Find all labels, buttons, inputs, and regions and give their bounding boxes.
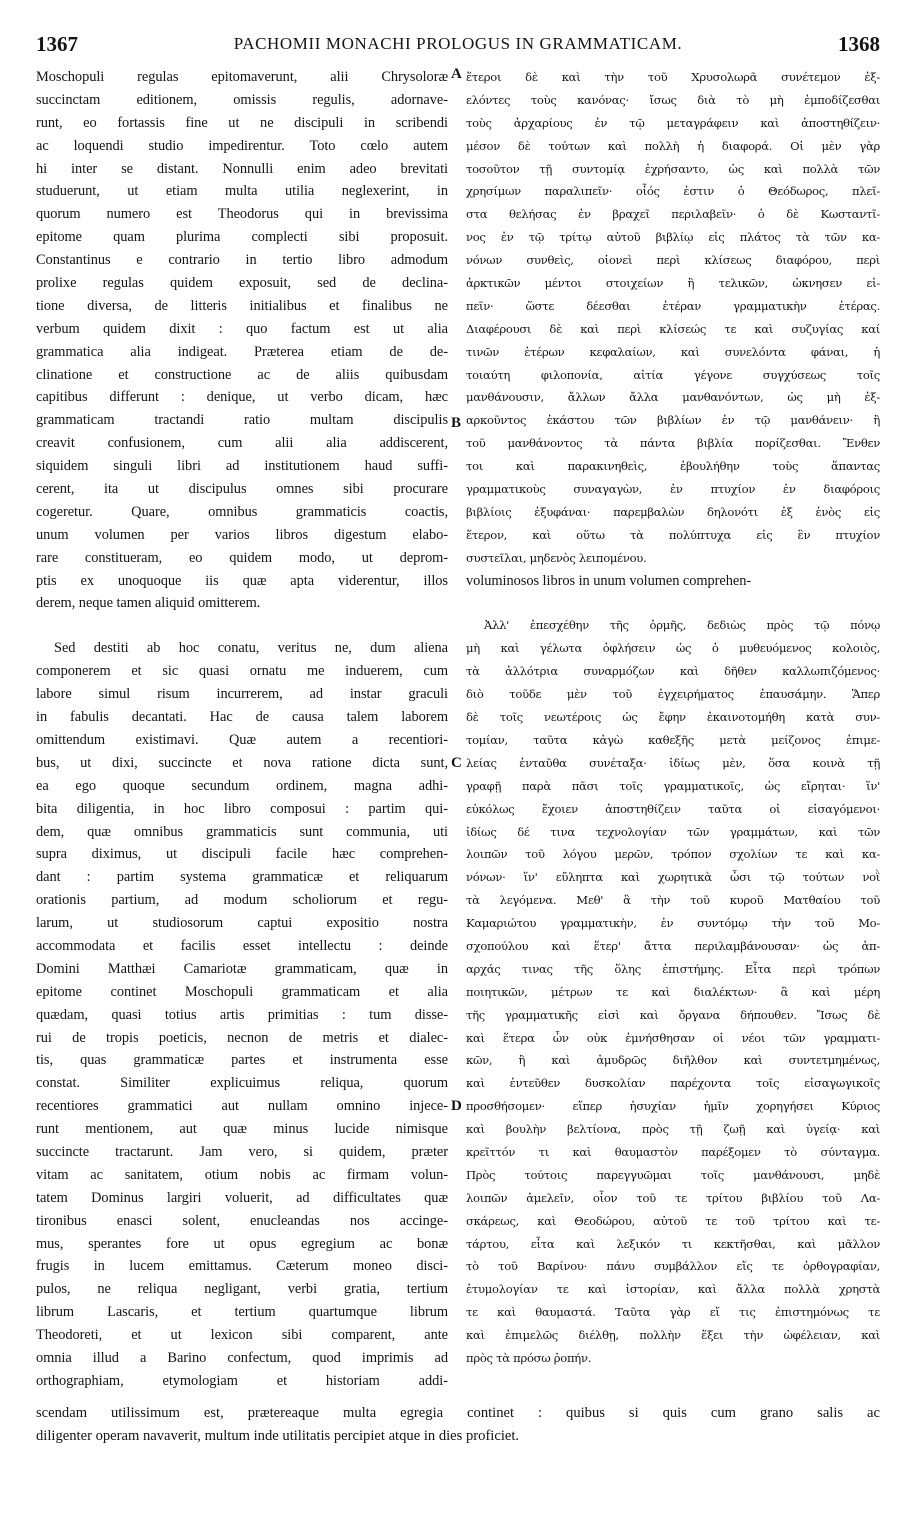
text-line: labore simul risum incurrerem, ad instar graculi xyxy=(36,686,448,703)
paragraph-gap xyxy=(36,615,448,637)
text-line: προσθήσομεν· εἴπερ ἡσυχίαν ἡμῖν χορηγήσει Κύριος xyxy=(466,1099,880,1114)
text-line: γραφῇ παρὰ πᾶσι τοῖς γραμματικοῖς, ὡς εἴρηται· ἵν' xyxy=(466,778,880,793)
text-line: ac loquendi studio impedirentur. Toto cœlo autem xyxy=(36,137,448,154)
text-line: κῶν, ἢ καὶ ἀμυδρῶς διῆλθον καὶ συντετμημένως, xyxy=(466,1053,880,1068)
text-line: τομίαν, ταῦτα κἀγὼ καθεξῆς μετὰ μείζονος ἐπιμε- xyxy=(466,732,880,747)
text-line: tironibus enasci solent, enucleandas nos accinge- xyxy=(36,1212,448,1229)
text-line: αρκοῦντος ἑκάστου τῶν βιβλίων ἐν τῷ μανθάνειν· ἢ xyxy=(466,413,880,428)
text-line: τὸ τοῦ Βαρίνου· πάνυ συμβάλλον εἴς τε ὀρθογραφίαν, xyxy=(466,1259,880,1274)
text-line: constat. Similiter explicuimus reliqua, quorum xyxy=(36,1075,448,1092)
greek-column xyxy=(466,66,880,1370)
text-line: πρὸς τὰ πρόσω ῥοπήν. xyxy=(466,1350,592,1365)
text-line: Πρὸς τούτοις παρεγγυῶμαι τοῖς μανθάνουσι, μηδὲ xyxy=(466,1167,880,1182)
text-line: ἰδίως δέ τινα τεχνολογίαν τῶν γραμμάτων, καὶ τῶν xyxy=(466,824,880,839)
text-line: accommodata et facilis esset intellectu : deinde xyxy=(36,937,448,954)
text-line: tis, quas grammaticæ partes et instrumenta esse xyxy=(36,1052,448,1069)
margin-letter-b: B xyxy=(451,415,462,431)
text-line: quorum numero est Theodorus qui in brevissima xyxy=(36,206,448,223)
text-line: scendam utilissimum est, prætereaque multa egregia continet : quibus si quis cum grano salis ac xyxy=(36,1405,880,1421)
full-width-line-2 xyxy=(36,1425,880,1448)
text-line: orationis partium, ad modum scholiorum et regu- xyxy=(36,892,448,909)
text-line: ἕτεροι δὲ καὶ τὴν τοῦ Χρυσολωρᾶ συνέτεμον ἐξ- xyxy=(466,70,880,84)
text-line: verbum quidem dixit : quo factum est ut alia xyxy=(36,320,448,337)
text-line: recentiores grammatici aut nullam omnino injece- xyxy=(36,1098,448,1115)
text-line: τὰ ἀλλότρια συναρμόζων καὶ δῆθεν καλλωπιζόμενος· xyxy=(466,664,880,679)
greek-paragraph-2 xyxy=(466,614,880,1369)
text-line: λοιπῶν ἀμελεῖν, οἷον τοῦ τε τρίτου βιβλίου τοῦ Λα- xyxy=(466,1190,880,1205)
text-line: pulos, ne reliqua negligant, verbi gratia, tertium xyxy=(36,1281,448,1298)
text-line: Καμαριώτου γραμματικὴν, ἐν συντόμῳ τὴν τοῦ Μο- xyxy=(466,916,880,931)
text-line: omnia illud a Barino confectum, quod imprimis ad xyxy=(36,1349,448,1366)
text-line: diligenter operam navaverit, multum inde utilitatis percipiet atque in dies proficiet. xyxy=(36,1428,520,1444)
text-line: Moschopuli regulas epitomaverunt, alii Chrysoloræ xyxy=(36,69,448,85)
text-line: διὸ τοῦδε μὲν τοῦ ἐγχειρήματος ἐπαυσάμην. Ἅπερ xyxy=(466,687,880,702)
text-line: larum, ut studiosorum captui expositio nostra xyxy=(36,915,448,932)
text-line: Theodoreti, et ut lexicon sibi comparent, ante xyxy=(36,1327,448,1344)
text-line: πεῖν· ὥστε δέεσθαι ἑτέραν γραμματικὴν ἑτέρας. xyxy=(466,298,880,313)
text-line: λείας ἐνταῦθα συνέταξα· ἰδίως μὲν, ὅσα κοινὰ τῇ xyxy=(466,755,880,770)
text-line: εὐκόλως ἔχοιεν ἀποστηθίζειν ταῦτα οἱ εἰσαγόμενοι· xyxy=(466,801,880,816)
margin-letter-c: C xyxy=(451,755,462,771)
text-line: omittendum existimavi. Quæ autem a recentiori- xyxy=(36,731,448,748)
text-line: bus, ut dixi, succincte et nova ratione dicta sunt, xyxy=(36,754,448,771)
text-line: Διαφέρουσι δὲ καὶ περὶ κλίσεώς τε καὶ συζυγίας καί xyxy=(466,321,880,336)
page-header xyxy=(36,32,880,58)
text-line: τοσοῦτον τῇ συντομίᾳ ἐχρήσαντο, ὡς καὶ πολλὰ τῶν xyxy=(466,161,880,176)
margin-letter-a: A xyxy=(451,66,462,82)
text-line: runt mentionem, aut quæ minus lucide nimisque xyxy=(36,1121,448,1138)
text-line: studuerunt, ut etiam multa utilia neglexerint, in xyxy=(36,183,448,200)
paragraph-gap xyxy=(466,592,880,614)
text-line: tatem Dominus largiri voluerit, ad difficultates quæ xyxy=(36,1189,448,1206)
text-line: mus, sperantes fore ut opus egregium ac bonæ xyxy=(36,1235,448,1252)
margin-letter-d: D xyxy=(451,1098,462,1114)
running-head: PACHOMII MONACHI PROLOGUS IN GRAMMATICAM. xyxy=(233,34,683,53)
text-line: βιβλίοις ἐξυφάναι· παρεμβαλὼν δηλονότι ἐξ ἑνὸς εἰς xyxy=(466,504,880,519)
text-line: ελόντες τοὺς κανόνας· ἴσως διὰ τὸ μὴ ἐμποδίζεσθαι xyxy=(466,92,880,107)
text-line: ἐτυμολογίαν τε καὶ ἱστορίαν, καὶ ἄλλα πολλὰ χρηστὰ xyxy=(466,1282,880,1297)
text-line: Constantinus e contrario in tertio libro admodum xyxy=(36,252,448,269)
text-line: ea ego quoque secundum ordinem, magna adhi- xyxy=(36,777,448,794)
latin-column xyxy=(36,66,448,1393)
text-line: ἕτερον, καὶ οὕτω τὰ πολύπτυχα εἰς ἓν πτυχίον xyxy=(466,527,880,542)
text-line: νος ἐν τῷ τρίτῳ αὐτοῦ βιβλίῳ εἰς πλάτος τὰ τῶν κα- xyxy=(466,230,880,245)
text-line: runt, eo fortassis fine ut ne discipuli in scribendi xyxy=(36,114,448,131)
text-line: καὶ ἐντεῦθεν δυσκολίαν παρέχοντα τοῖς εἰσαγωγικοῖς xyxy=(466,1076,880,1091)
text-line: succincte tractarunt. Jam vero, si quidem, præter xyxy=(36,1143,448,1160)
text-line: in fabulis decantati. Hac de causa talem laborem xyxy=(36,709,448,726)
text-line: succinctam editionem, omissis regulis, adornave- xyxy=(36,91,448,108)
full-width-line-1 xyxy=(36,1402,880,1425)
latin-continuation-line: voluminosos libros in unum volumen comprehen- xyxy=(466,572,752,589)
text-line: bita diligentia, in hoc libro composui : partim qui- xyxy=(36,800,448,817)
text-line: ποιητικῶν, μέτρων τε καὶ διαλέκτων· ἃ καὶ μέρη xyxy=(466,984,880,999)
text-line: τάρτου, εἶτα καὶ λεξικόν τι κεκτῆσθαι, καὶ μᾶλλον xyxy=(466,1236,880,1251)
text-line: creavit confusionem, cum alii alia addiscerent, xyxy=(36,435,448,452)
text-line: νόνων· ἵν' εὔληπτα καὶ χωρητικὰ ὦσι τῷ τούτων νοῒ xyxy=(466,870,880,885)
text-line: rare constitueram, eo quidem modo, ut deprom- xyxy=(36,549,448,566)
text-line: tione diversa, de litteris initialibus et finalibus ne xyxy=(36,297,448,314)
text-line: μανθάνουσιν, ἄλλων ἄλλα μανθανόντων, ὡς μὴ ἐξ- xyxy=(466,390,880,405)
text-line: componerem et sic quasi ornatu me induerem, cum xyxy=(36,663,448,680)
text-line: ptis ex unoquoque iis quæ apta viderentur, illos xyxy=(36,572,448,589)
text-line: Sed destiti ab hoc conatu, veritus ne, dum aliena xyxy=(54,640,448,657)
greek-paragraph-1 xyxy=(466,66,880,570)
text-line: τοῦ μανθάνοντος τὰ πάντα βιβλία πορίζεσθαι. Ἔνθεν xyxy=(466,436,880,451)
text-line: vitam ac sanitatem, otium nobis ac firmam volun- xyxy=(36,1166,448,1183)
text-line: σχοπούλου καὶ ἕτερ' ἄττα περιλαμβάνουσαν· ὡς ἀπ- xyxy=(466,938,880,953)
text-line: cerent, ita ut discipulus omnes sibi procurare xyxy=(36,481,448,498)
text-line: grammaticam tractandi ratio multam discipulis xyxy=(36,412,448,429)
text-line: τοι καὶ παρακινηθεὶς, ἐβουλήθην τοὺς ἅπαντας xyxy=(466,459,880,474)
page-number-right: 1368 xyxy=(838,32,880,56)
text-line: τῆς γραμματικῆς εἰσὶ καὶ ὄργανα δήπουθεν. Ἴσως δὲ xyxy=(466,1007,880,1022)
text-line: capitibus differunt : denique, ut verbo dicam, hæc xyxy=(36,389,448,406)
text-line: αρχάς τινας τῆς ὅλης ἐπιστήμης. Εἶτα περὶ τρόπων xyxy=(466,961,880,976)
text-line: hi inter se distant. Nonnulli enim adeo brevitati xyxy=(36,160,448,177)
text-line: supra diximus, ut discipuli facile hæc comprehen- xyxy=(36,846,448,863)
text-line: frugis in lucem emittamus. Cæterum moneo disci- xyxy=(36,1258,448,1275)
text-line: quædam, quasi totius artis primitias : tum disse- xyxy=(36,1006,448,1023)
text-line: καὶ ἕτερα ὧν οὐκ ἐμνήσθησαν οἱ νέοι τῶν γραμματι- xyxy=(466,1030,880,1045)
text-line: μὴ καὶ γέλωτα ὀφλήσειν ὡς ὁ μυθευόμενος κολοιὸς, xyxy=(466,641,880,656)
text-line: clinatione et constructione ac de aliis quibusdam xyxy=(36,366,448,383)
text-line: unum volumen per varios libros digestum elabo- xyxy=(36,526,448,543)
text-line: prolixe regulas quidem exposuit, sed de declina- xyxy=(36,275,448,292)
text-line: Domini Matthæi Camariotæ grammaticam, quæ in xyxy=(36,960,448,977)
text-line: μέσον δὲ τούτων καὶ πολλὴ ἡ διαφορά. Οἱ μὲν γὰρ xyxy=(466,138,880,153)
text-line: καὶ βουλὴν βελτίονα, πρὸς τῇ ζωῇ καὶ ὑγείᾳ· καὶ xyxy=(466,1122,880,1137)
text-line: τὰ λεγόμενα. Μεθ' ἃ τὴν τοῦ κυροῦ Ματθαίου τοῦ xyxy=(466,893,880,908)
text-line: epitome continet Moschopuli grammaticam et alia xyxy=(36,983,448,1000)
text-line: τε καὶ θαυμαστά. Ταῦτα γὰρ εἴ τις ἐπιστημόνως τε xyxy=(466,1305,880,1320)
text-line: dem, quæ omnibus grammaticis sunt communia, uti xyxy=(36,823,448,840)
text-line: σκάρεως, καὶ Θεοδώρου, αὐτοῦ τε τοῦ τρίτου καὶ τε- xyxy=(466,1213,880,1228)
text-line: στα θελήσας ἐν βραχεῖ περιλαβεῖν· ὁ δὲ Κωσταντῖ- xyxy=(466,207,880,222)
text-line: cogeretur. Quare, omnibus grammaticis coactis, xyxy=(36,503,448,520)
text-line: τοιαύτη φιλοπονία, αἰτία γέγονε συγχύσεως τοῖς xyxy=(466,367,880,382)
text-line: derem, neque tamen aliquid omitterem. xyxy=(36,595,261,612)
text-line: Ἀλλ' ἐπεσχέθην τῆς ὁρμῆς, δεδιὼς πρὸς τῷ πόνῳ xyxy=(484,618,880,633)
text-line: καὶ ἐπιμελῶς διέλθῃ, πολλὴν ἕξει τὴν ὠφέλειαν, καὶ xyxy=(466,1328,880,1343)
text-line: librum Lascaris, et tertium quartumque librum xyxy=(36,1304,448,1321)
text-line: νόνων συνθεὶς, οἱονεὶ περὶ κλίσεως διαφόρου, περὶ xyxy=(466,253,880,268)
text-line: rui de tropis poeticis, necnon de metris et dialec- xyxy=(36,1029,448,1046)
text-line: χρησίμων παραλιπεῖν· οἷός ἐστιν ὁ Θεόδωρος, πλεῖ- xyxy=(466,184,880,199)
text-line: siquidem singuli libri ad institutionem haud suffi- xyxy=(36,458,448,475)
text-line: ἀρκτικῶν μέντοι στοιχείων ἢ τελικῶν, ὠκνησεν εἰ- xyxy=(466,276,880,291)
text-line: τοὺς ἀρχαρίους ἐν τῷ μεταγράφειν καὶ ἀποστηθίζειν· xyxy=(466,115,880,130)
text-line: δὲ τοῖς νεωτέροις ὡς ἔφην ἐκαινοτομήθη κατὰ συν- xyxy=(466,710,880,725)
page-number-left: 1367 xyxy=(36,32,78,56)
text-line: τινῶν ἑτέρων κεφαλαίων, καὶ συνελόντα φάναι, ἡ xyxy=(466,344,880,359)
text-line: epitome quam plurima complecti sibi proposuit. xyxy=(36,229,448,246)
text-line: grammatica alia indigeat. Præterea etiam de de- xyxy=(36,343,448,360)
text-line: λοιπῶν τοῦ λόγου μερῶν, τρόπον σχολίων τε καὶ κα- xyxy=(466,847,880,862)
text-line: orthographiam, etymologiam et historiam addi- xyxy=(36,1372,448,1389)
text-line: κρεῖττόν τι καὶ θαυμαστὸν παρέξομεν τὸ σύνταγμα. xyxy=(466,1144,880,1159)
text-line: γραμματικοὺς συναγαγὼν, ἐν πτυχίον ἐν διαφόροις xyxy=(466,482,880,497)
text-line: dant : partim systema grammaticæ et reliquarum xyxy=(36,869,448,886)
text-line: συστεῖλαι, μηδενὸς λειπομένου. xyxy=(466,550,647,565)
